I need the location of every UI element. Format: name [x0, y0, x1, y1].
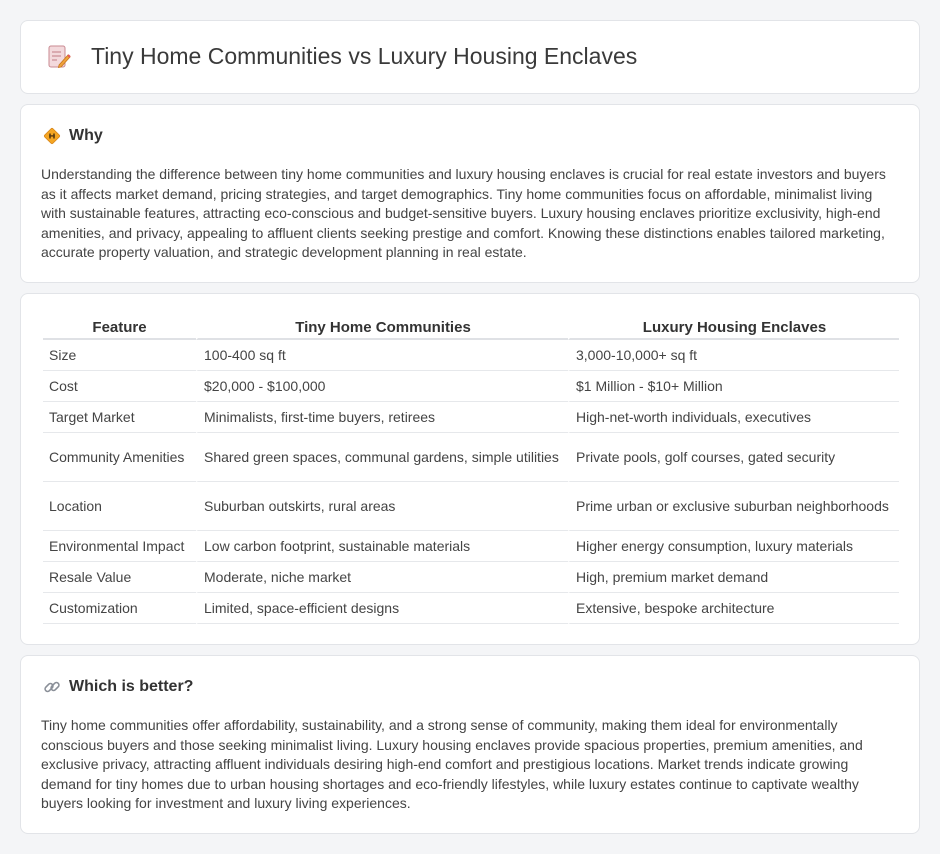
- row-luxury-value: Higher energy consumption, luxury materials: [568, 531, 899, 562]
- header-luxury: Luxury Housing Enclaves: [568, 316, 899, 340]
- row-feature: Resale Value: [43, 562, 196, 593]
- row-luxury-value: High, premium market demand: [568, 562, 899, 593]
- comparison-table: [43, 316, 899, 624]
- why-title: Why: [69, 127, 103, 144]
- row-luxury-value: $1 Million - $10+ Million: [568, 371, 899, 402]
- row-tiny-value: Shared green spaces, communal gardens, simple utilities: [196, 433, 568, 482]
- table-row: [43, 593, 899, 624]
- table-header-row: [43, 316, 899, 340]
- row-tiny-value: Suburban outskirts, rural areas: [196, 482, 568, 531]
- why-section: [20, 104, 920, 283]
- row-tiny-value: Moderate, niche market: [196, 562, 568, 593]
- row-feature: Customization: [43, 593, 196, 624]
- which-is-better-section: [20, 655, 920, 834]
- diamond-warning-icon: [43, 127, 61, 145]
- row-luxury-value: High-net-worth individuals, executives: [568, 402, 899, 433]
- row-feature: Target Market: [43, 402, 196, 433]
- why-body: Understanding the difference between tiny home communities and luxury housing enclaves is crucial for real estate investors and buyers as it affects market demand, pricing strategies, and target demographics. Tiny home communities focus on affordable, minimalist living with sustainable features, attracting eco-conscious and budget-sensitive buyers. Luxury housing enclaves prioritize exclusivity, high-end amenities, and privacy, appealing to affluent clients seeking prestige and comfort. Knowing these distinctions enables tailored marketing, accurate property valuation, and strategic development planning in real estate.: [41, 166, 886, 261]
- title-row: [47, 43, 637, 70]
- why-heading: [43, 127, 103, 145]
- row-tiny-value: Limited, space-efficient designs: [196, 593, 568, 624]
- row-luxury-value: 3,000-10,000+ sq ft: [568, 340, 899, 371]
- row-luxury-value: Extensive, bespoke architecture: [568, 593, 899, 624]
- header-card: [20, 20, 920, 94]
- row-feature: Cost: [43, 371, 196, 402]
- table-row: [43, 562, 899, 593]
- table-row: [43, 482, 899, 531]
- row-feature: Size: [43, 340, 196, 371]
- table-row: [43, 402, 899, 433]
- table-row: [43, 340, 899, 371]
- row-feature: Environmental Impact: [43, 531, 196, 562]
- row-tiny-value: Low carbon footprint, sustainable materials: [196, 531, 568, 562]
- row-feature: Location: [43, 482, 196, 531]
- row-tiny-value: $20,000 - $100,000: [196, 371, 568, 402]
- link-icon: [43, 678, 61, 696]
- comparison-section: [20, 293, 920, 645]
- table-row: [43, 433, 899, 482]
- row-feature: Community Amenities: [43, 433, 196, 482]
- header-tiny-home: Tiny Home Communities: [196, 316, 568, 340]
- row-tiny-value: 100-400 sq ft: [196, 340, 568, 371]
- header-feature: Feature: [43, 316, 196, 340]
- better-heading: [43, 678, 193, 696]
- better-body: Tiny home communities offer affordability, sustainability, and a strong sense of community, making them ideal for environmentally conscious buyers and those seeking minimalist living. Luxury housing enclaves provide spacious properties, premium amenities, and exclusive privacy, attracting affluent individuals desiring high-end comfort and prestigious locations. Market trends indicate growing demand for tiny homes due to urban housing shortages and eco-friendly lifestyles, while luxury estates continue to captivate wealthy buyers looking for investment and luxury living experiences.: [41, 717, 863, 812]
- row-tiny-value: Minimalists, first-time buyers, retirees: [196, 402, 568, 433]
- row-luxury-value: Prime urban or exclusive suburban neighborhoods: [568, 482, 899, 531]
- table-row: [43, 371, 899, 402]
- table-row: [43, 531, 899, 562]
- row-luxury-value: Private pools, golf courses, gated security: [568, 433, 899, 482]
- document-pencil-icon: [47, 44, 71, 70]
- page-title: Tiny Home Communities vs Luxury Housing Enclaves: [91, 43, 638, 69]
- better-title: Which is better?: [69, 678, 194, 695]
